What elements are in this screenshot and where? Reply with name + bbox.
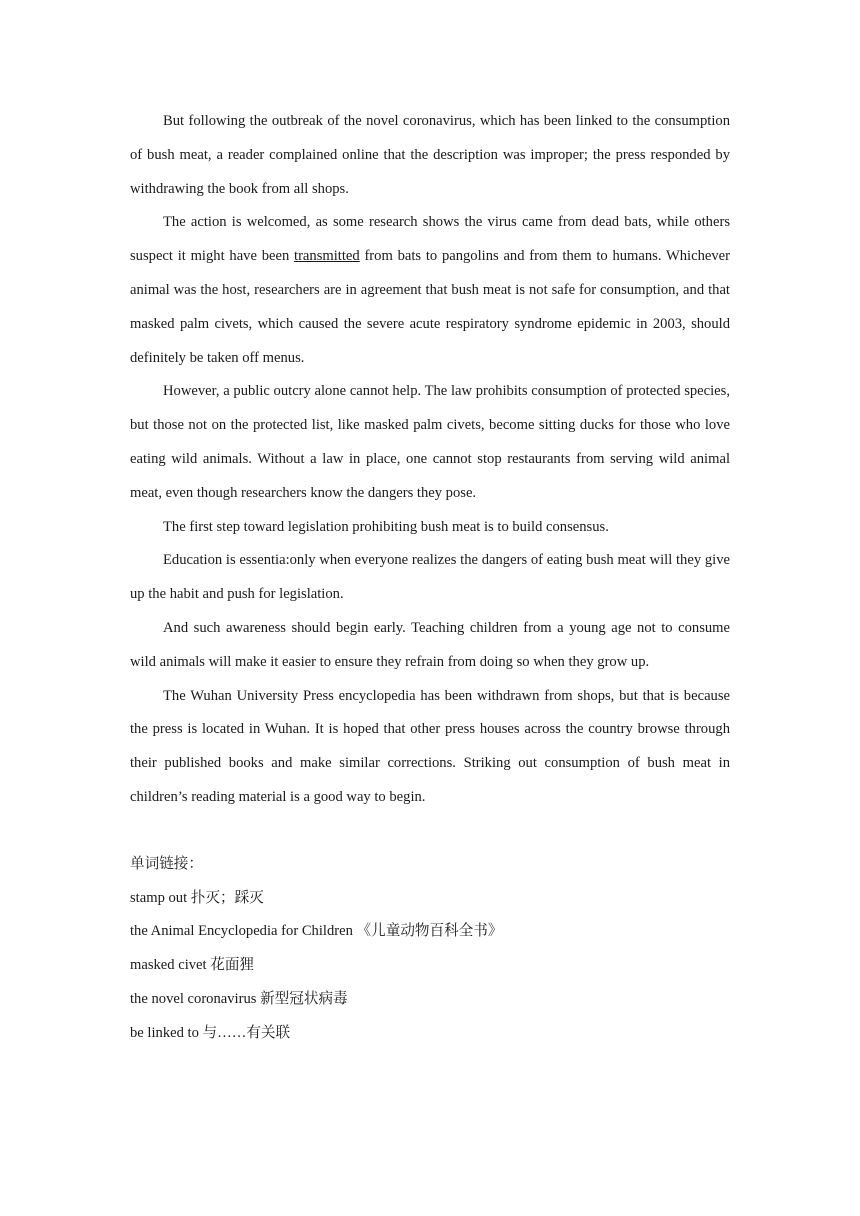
paragraph-4: The first step toward legislation prohibiting bush meat is to build consensus. (163, 518, 609, 535)
vocabulary-section (130, 848, 730, 1051)
vocabulary-item: masked civet 花面狸 (130, 957, 255, 974)
paragraph-6: And such awareness should begin early. Teaching children from a young age not to consume wild animals will make it easier to ensure they refrain from doing so when they grow up. (130, 619, 730, 670)
vocabulary-item: be linked to 与……有关联 (130, 1024, 291, 1041)
paragraph-3: However, a public outcry alone cannot help. The law prohibits consumption of protected species, but those not on the protected list, like masked palm civets, become sitting ducks for those who love eating wild animals. Without a law in place, one cannot stop restaurants from serving wild animal meat, even though researchers know the dangers they pose. (130, 383, 730, 501)
paragraph-2 (130, 206, 730, 375)
vocabulary-item: the Animal Encyclopedia for Children 《儿童动物百科全书》 (130, 923, 503, 940)
vocabulary-item: stamp out 扑灭；踩灭 (130, 889, 264, 906)
vocabulary-title: 单词链接： (130, 855, 203, 872)
paragraph-5: Education is essentia:only when everyone realizes the dangers of eating bush meat will they give up the habit and push for legislation. (130, 552, 730, 603)
paragraph-7: The Wuhan University Press encyclopedia has been withdrawn from shops, but that is because the press is located in Wuhan. It is hoped that other press houses across the country browse through their published books and make similar corrections. Striking out consumption of bush meat in children’s reading material is a good way to begin. (130, 687, 730, 805)
document-page (130, 105, 730, 1051)
vocabulary-item: the novel coronavirus 新型冠状病毒 (130, 990, 348, 1007)
paragraph-2-start: The action is welcomed, as some research shows the virus came from dead bats, while others suspect it might have been (130, 214, 730, 265)
paragraph-1: But following the outbreak of the novel coronavirus, which has been linked to the consumption of bush meat, a reader complained online that the description was improper; the press responded by withdrawing the book from all shops. (130, 113, 730, 197)
paragraph-2-end: from bats to pangolins and from them to humans. Whichever animal was the host, researchers are in agreement that bush meat is not safe for consumption, and that masked palm civets, which caused the severe acute respiratory syndrome epidemic in 2003, should definitely be taken off menus. (130, 248, 730, 366)
underlined-word-transmitted: transmitted (294, 248, 360, 265)
